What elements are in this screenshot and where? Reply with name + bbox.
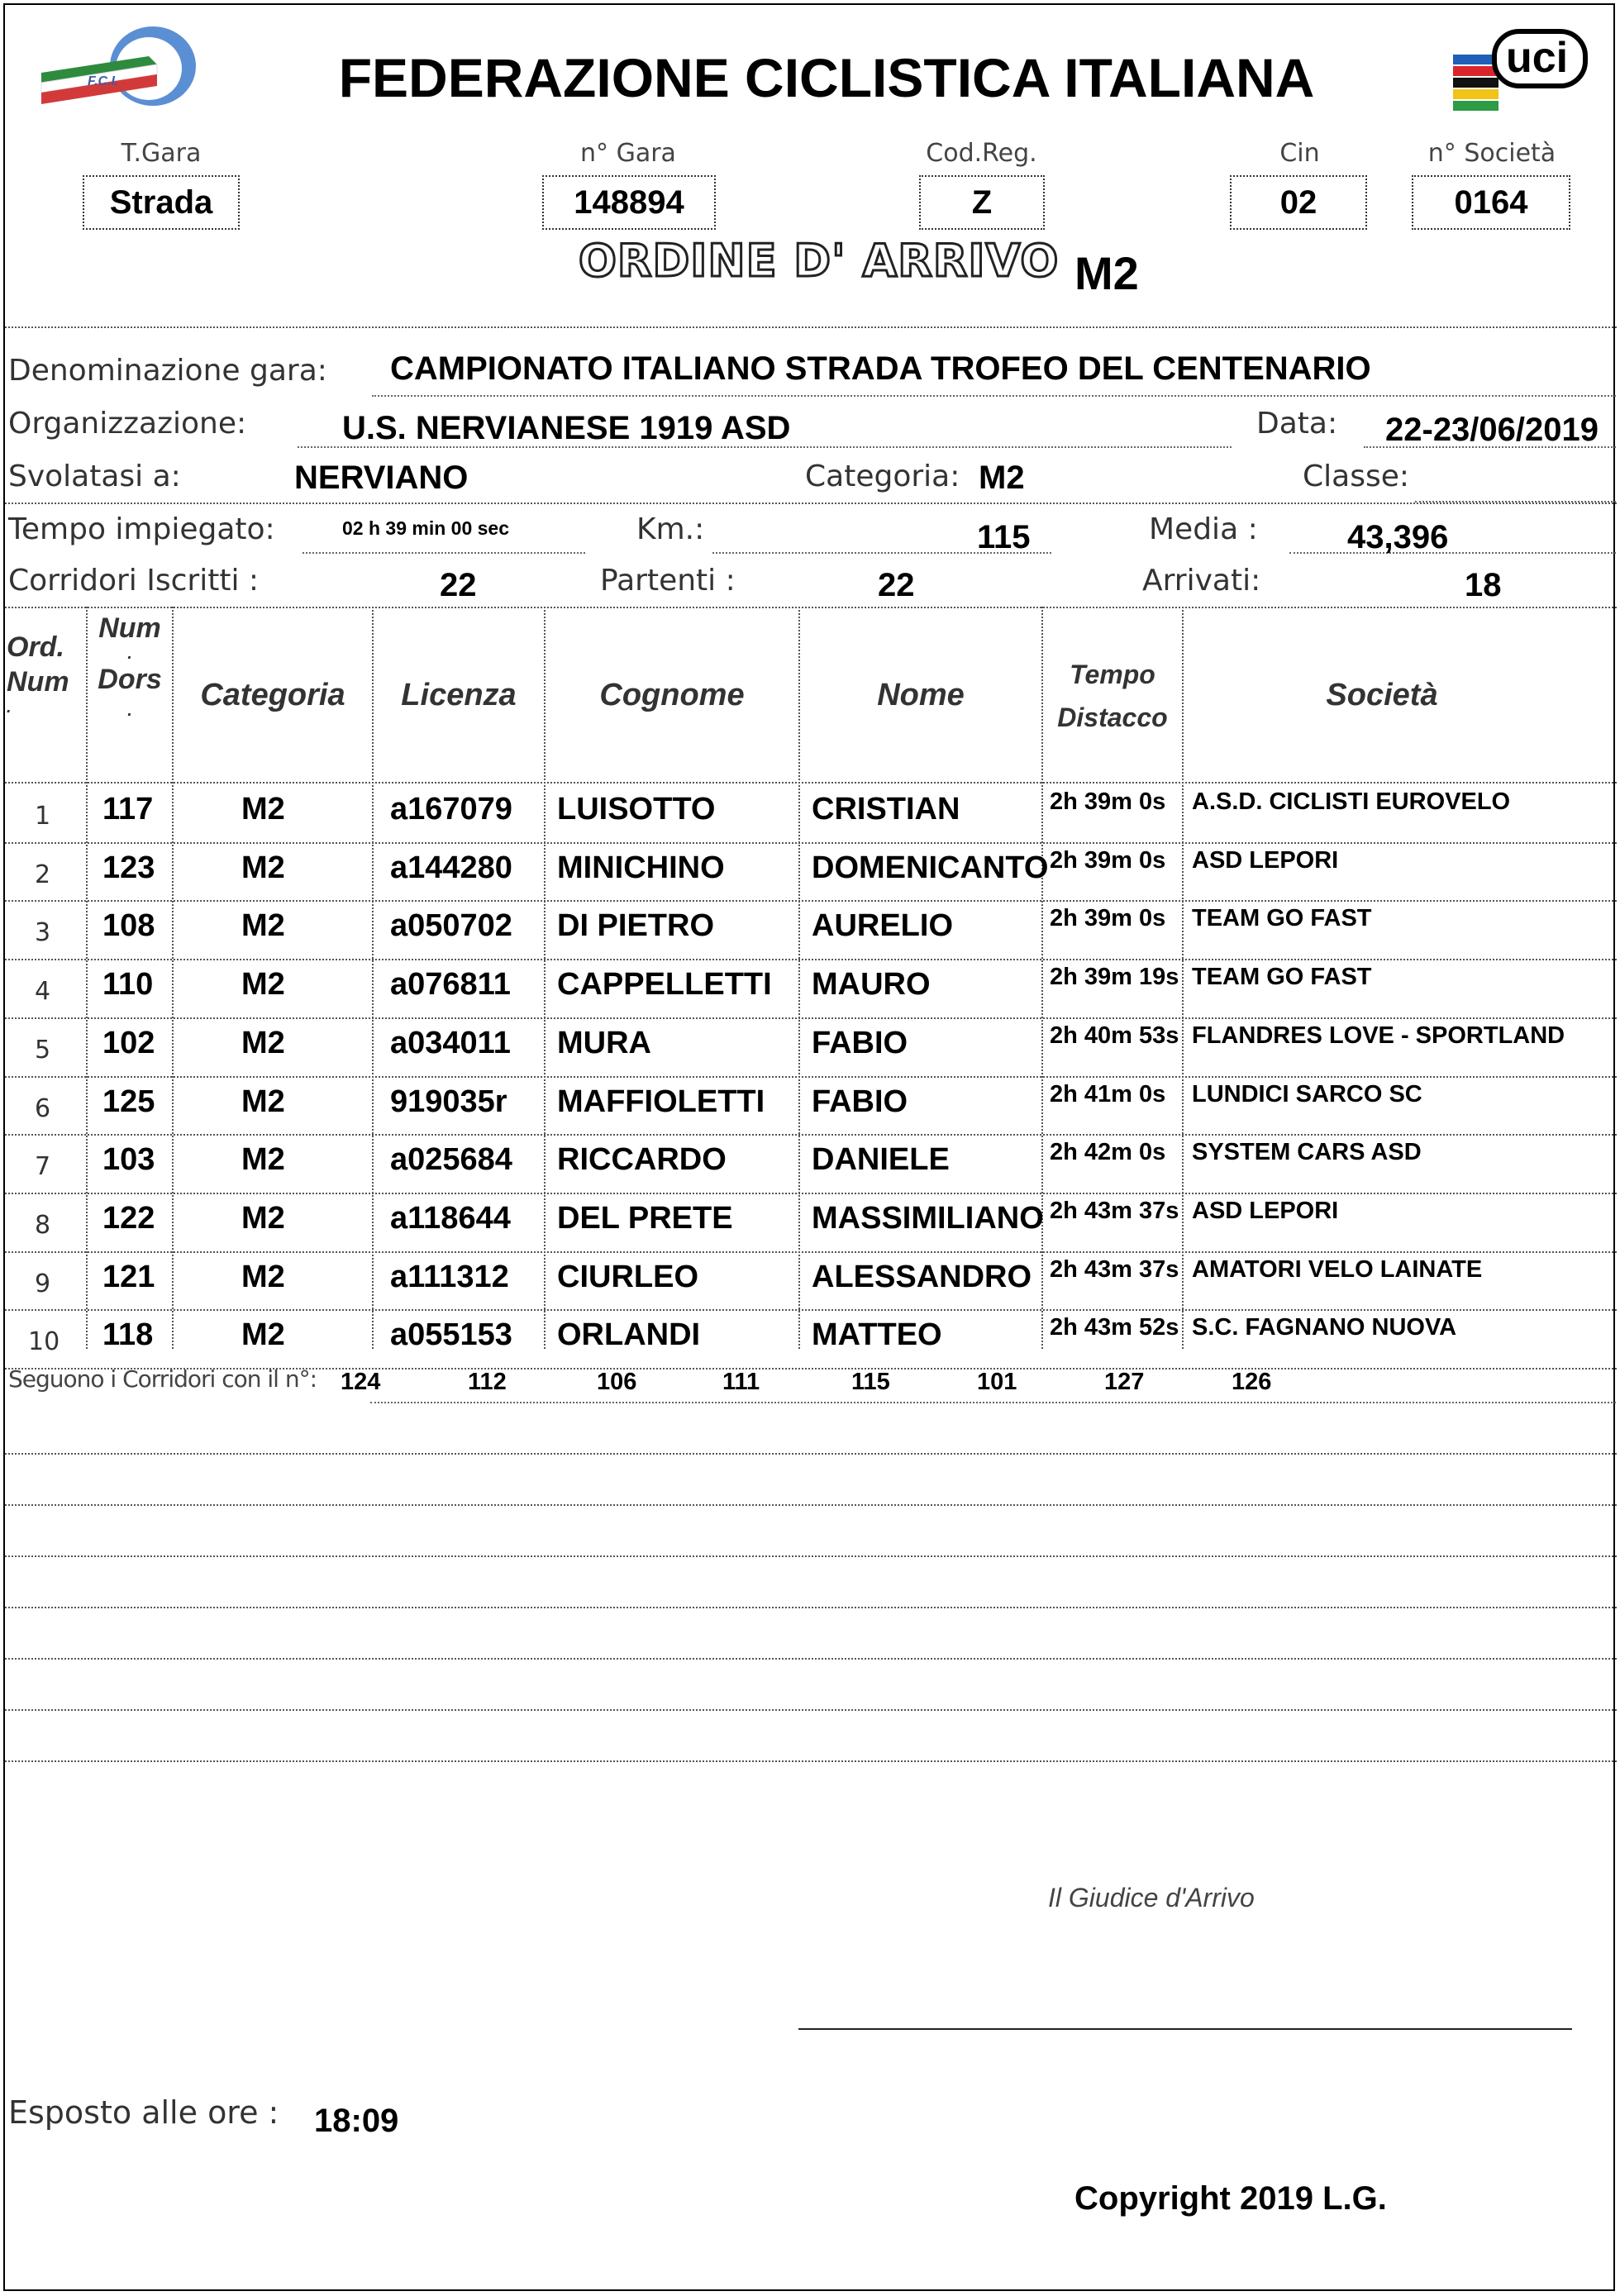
cell-num: 103 <box>102 1142 155 1178</box>
col-header-nome: Nome <box>877 677 965 712</box>
cell-nome: DANIELE <box>812 1142 950 1178</box>
esposto-value: 18:09 <box>314 2103 399 2139</box>
cell-societa: A.S.D. CICLISTI EUROVELO <box>1192 788 1511 815</box>
n-gara-box: 148894 <box>542 175 716 230</box>
table-header-bottom <box>5 782 1617 784</box>
cell-tempo: 2h 42m 0s <box>1050 1139 1166 1166</box>
ruled-line <box>5 1555 1617 1557</box>
cell-num: 117 <box>102 792 154 826</box>
uci-logo-text: uci <box>1506 34 1569 82</box>
cell-ord: 6 <box>35 1093 51 1123</box>
table-row <box>0 1311 1620 1370</box>
n-societa-label: n° Società <box>1427 139 1556 168</box>
cell-societa: ASD LEPORI <box>1192 1197 1339 1224</box>
copyright: Copyright 2019 L.G. <box>1074 2180 1387 2217</box>
cell-nome: MATTEO <box>812 1317 942 1353</box>
seguono-number: 115 <box>851 1369 890 1395</box>
media-line <box>1289 552 1616 554</box>
cell-licenza: a111312 <box>390 1259 509 1294</box>
cell-societa: LUNDICI SARCO SC <box>1192 1080 1422 1108</box>
table-row <box>0 785 1620 844</box>
cell-tempo: 2h 39m 0s <box>1050 846 1166 874</box>
col-header-num-line4: . <box>127 702 132 720</box>
seguono-number: 106 <box>597 1369 637 1395</box>
cell-societa: TEAM GO FAST <box>1192 905 1372 932</box>
cell-tempo: 2h 43m 37s <box>1050 1197 1179 1224</box>
cell-tempo: 2h 39m 19s <box>1050 964 1179 991</box>
ruled-line <box>5 1709 1617 1711</box>
cell-num: 102 <box>102 1025 155 1060</box>
col-header-ord <box>7 630 81 716</box>
km-value: 115 <box>977 519 1031 555</box>
col-header-societa: Società <box>1326 677 1438 712</box>
cell-cognome: MINICHINO <box>557 850 725 885</box>
col-header-categoria: Categoria <box>200 677 345 712</box>
denominazione-label: Denominazione gara: <box>8 354 327 388</box>
ruled-line <box>5 1453 1617 1455</box>
organizzazione-label: Organizzazione: <box>8 407 247 441</box>
cell-nome: ALESSANDRO <box>812 1259 1032 1294</box>
km-label: Km.: <box>636 512 705 546</box>
cell-ord: 5 <box>35 1035 51 1065</box>
cell-licenza: a167079 <box>390 792 512 826</box>
cell-societa: FLANDRES LOVE - SPORTLAND <box>1192 1022 1565 1049</box>
cell-tempo: 2h 43m 37s <box>1050 1255 1179 1283</box>
tempo-label: Tempo impiegato: <box>8 512 275 546</box>
seguono-label: Seguono i Corridori con il n°: <box>8 1365 317 1393</box>
col-header-tempo-line2: Distacco <box>1057 703 1168 732</box>
cell-tempo: 2h 43m 52s <box>1050 1314 1179 1341</box>
seguono-line <box>370 1402 1616 1403</box>
cell-num: 110 <box>102 967 154 1003</box>
fci-logo <box>33 23 198 114</box>
cell-licenza: a050702 <box>390 908 512 944</box>
cell-tempo: 2h 40m 53s <box>1050 1022 1179 1049</box>
cod-reg-box: Z <box>919 175 1045 230</box>
svolatasi-value: NERVIANO <box>294 460 469 496</box>
cell-ord: 1 <box>35 802 51 831</box>
cell-licenza: a034011 <box>390 1025 511 1060</box>
ruled-line <box>5 1607 1617 1608</box>
col-header-num-line3: Dors <box>98 664 162 695</box>
cod-reg-label: Cod.Reg. <box>926 139 1037 168</box>
data-label: Data: <box>1256 407 1338 441</box>
cell-nome: CRISTIAN <box>812 792 960 826</box>
classe-label: Classe: <box>1303 460 1409 493</box>
cell-num: 122 <box>102 1200 155 1236</box>
info-top-divider <box>5 326 1617 328</box>
seguono-number: 112 <box>468 1369 507 1395</box>
cell-tempo: 2h 39m 0s <box>1050 905 1166 932</box>
table-row <box>0 960 1620 1019</box>
cell-categoria: M2 <box>241 850 285 885</box>
partenti-label: Partenti : <box>600 564 736 598</box>
cin-label: Cin <box>1279 139 1320 168</box>
cell-cognome: CIURLEO <box>557 1259 698 1294</box>
ordine-title: ORDINE D' ARRIVO <box>579 235 1060 287</box>
giudice-label: Il Giudice d'Arrivo <box>1048 1883 1255 1913</box>
cell-categoria: M2 <box>241 792 285 826</box>
cell-cognome: ORLANDI <box>557 1317 701 1353</box>
col-header-num-line2: . <box>127 645 132 663</box>
cell-societa: S.C. FAGNANO NUOVA <box>1192 1314 1457 1341</box>
col-header-ord-line1: Ord. <box>7 631 64 663</box>
media-label: Media : <box>1149 512 1258 546</box>
col-header-num-line1: Num <box>98 612 161 644</box>
col-header-ord-line2: Num <box>7 666 69 698</box>
cell-tempo: 2h 39m 0s <box>1050 788 1166 815</box>
iscritti-value: 22 <box>440 567 477 603</box>
cell-nome: AURELIO <box>812 908 953 944</box>
cell-num: 118 <box>102 1317 154 1353</box>
tempo-line <box>303 552 585 554</box>
iscritti-label: Corridori Iscritti : <box>8 564 260 598</box>
organizzazione-value: U.S. NERVIANESE 1919 ASD <box>342 410 791 446</box>
cell-ord: 3 <box>35 918 51 948</box>
cell-nome: FABIO <box>812 1025 908 1060</box>
categoria-value: M2 <box>979 460 1025 496</box>
cell-licenza: a025684 <box>390 1142 512 1178</box>
cell-ord: 2 <box>35 860 51 889</box>
cell-cognome: MAFFIOLETTI <box>557 1084 765 1119</box>
seguono-number: 111 <box>722 1369 760 1395</box>
categoria-label: Categoria: <box>805 460 960 493</box>
cell-cognome: MURA <box>557 1025 651 1060</box>
table-row <box>0 1019 1620 1078</box>
cell-cognome: RICCARDO <box>557 1142 727 1178</box>
seguono-number: 101 <box>977 1369 1017 1395</box>
category-title: M2 <box>1074 247 1139 299</box>
cell-societa: SYSTEM CARS ASD <box>1192 1139 1422 1166</box>
uci-logo <box>1445 21 1594 121</box>
col-header-tempo <box>1043 653 1182 739</box>
ruled-line <box>5 1658 1617 1660</box>
tempo-value: 02 h 39 min 00 sec <box>342 517 510 539</box>
col-header-tempo-line1: Tempo <box>1070 660 1155 689</box>
col-header-ord-line3: . <box>7 698 12 717</box>
table-row <box>0 1253 1620 1312</box>
cell-cognome: LUISOTTO <box>557 792 716 826</box>
cell-categoria: M2 <box>241 1084 285 1119</box>
arrivati-label: Arrivati: <box>1142 564 1261 598</box>
arrivati-value: 18 <box>1465 567 1502 603</box>
cell-ord: 9 <box>35 1269 51 1298</box>
cell-ord: 10 <box>28 1327 60 1357</box>
cell-licenza: a118644 <box>390 1200 511 1236</box>
table-row <box>0 1078 1620 1136</box>
table-row <box>0 844 1620 903</box>
t-gara-label: T.Gara <box>121 139 202 168</box>
partenti-value: 22 <box>878 567 915 603</box>
cell-licenza: a076811 <box>390 967 511 1003</box>
t-gara-box: Strada <box>83 175 240 230</box>
media-value: 43,396 <box>1347 519 1449 555</box>
svolatasi-label: Svolatasi a: <box>8 460 181 493</box>
denominazione-line <box>372 395 1616 397</box>
table-row <box>0 1136 1620 1194</box>
cell-societa: AMATORI VELO LAINATE <box>1192 1255 1483 1283</box>
n-societa-box: 0164 <box>1412 175 1570 230</box>
cell-ord: 8 <box>35 1210 51 1240</box>
table-row <box>0 1194 1620 1253</box>
cell-categoria: M2 <box>241 1025 285 1060</box>
cell-societa: ASD LEPORI <box>1192 846 1339 874</box>
cell-nome: MASSIMILIANO <box>812 1200 1044 1236</box>
seguono-number: 126 <box>1232 1369 1272 1395</box>
cell-categoria: M2 <box>241 967 285 1003</box>
cell-ord: 7 <box>35 1152 51 1182</box>
cell-nome: MAURO <box>812 967 931 1003</box>
cell-num: 121 <box>102 1259 155 1294</box>
cell-licenza: a055153 <box>390 1317 512 1353</box>
cell-num: 123 <box>102 850 155 885</box>
cell-categoria: M2 <box>241 1259 285 1294</box>
cell-cognome: DI PIETRO <box>557 908 715 944</box>
cell-categoria: M2 <box>241 1200 285 1236</box>
cell-tempo: 2h 41m 0s <box>1050 1080 1166 1108</box>
cell-societa: TEAM GO FAST <box>1192 964 1372 991</box>
fci-logo-text: F.C.I. <box>88 74 119 88</box>
col-header-cognome: Cognome <box>599 677 745 712</box>
cell-cognome: DEL PRETE <box>557 1200 733 1236</box>
seguono-number: 127 <box>1104 1369 1145 1395</box>
giudice-signature-line <box>798 2028 1572 2030</box>
denominazione-value: CAMPIONATO ITALIANO STRADA TROFEO DEL CENTENARIO <box>390 350 1371 387</box>
ruled-line <box>5 1504 1617 1506</box>
page-title: FEDERAZIONE CICLISTICA ITALIANA <box>338 47 1315 108</box>
cell-licenza: a144280 <box>390 850 512 885</box>
cell-num: 108 <box>102 908 155 944</box>
col-header-licenza: Licenza <box>401 677 517 712</box>
col-header-num <box>93 613 167 727</box>
cell-nome: FABIO <box>812 1084 908 1119</box>
cell-num: 125 <box>102 1084 155 1119</box>
cell-cognome: CAPPELLETTI <box>557 967 772 1003</box>
cell-nome: DOMENICANTO <box>812 850 1049 885</box>
cell-categoria: M2 <box>241 1142 285 1178</box>
cell-categoria: M2 <box>241 908 285 944</box>
n-gara-label: n° Gara <box>580 139 676 168</box>
table-row <box>0 902 1620 960</box>
cell-licenza: 919035r <box>390 1084 507 1119</box>
row3-divider <box>5 503 1617 504</box>
ruled-line <box>5 1760 1617 1762</box>
cin-box: 02 <box>1230 175 1367 230</box>
seguono-number: 124 <box>341 1369 381 1395</box>
esposto-label: Esposto alle ore : <box>8 2094 279 2131</box>
data-value: 22-23/06/2019 <box>1385 412 1599 448</box>
cell-ord: 4 <box>35 977 51 1007</box>
cell-categoria: M2 <box>241 1317 285 1353</box>
